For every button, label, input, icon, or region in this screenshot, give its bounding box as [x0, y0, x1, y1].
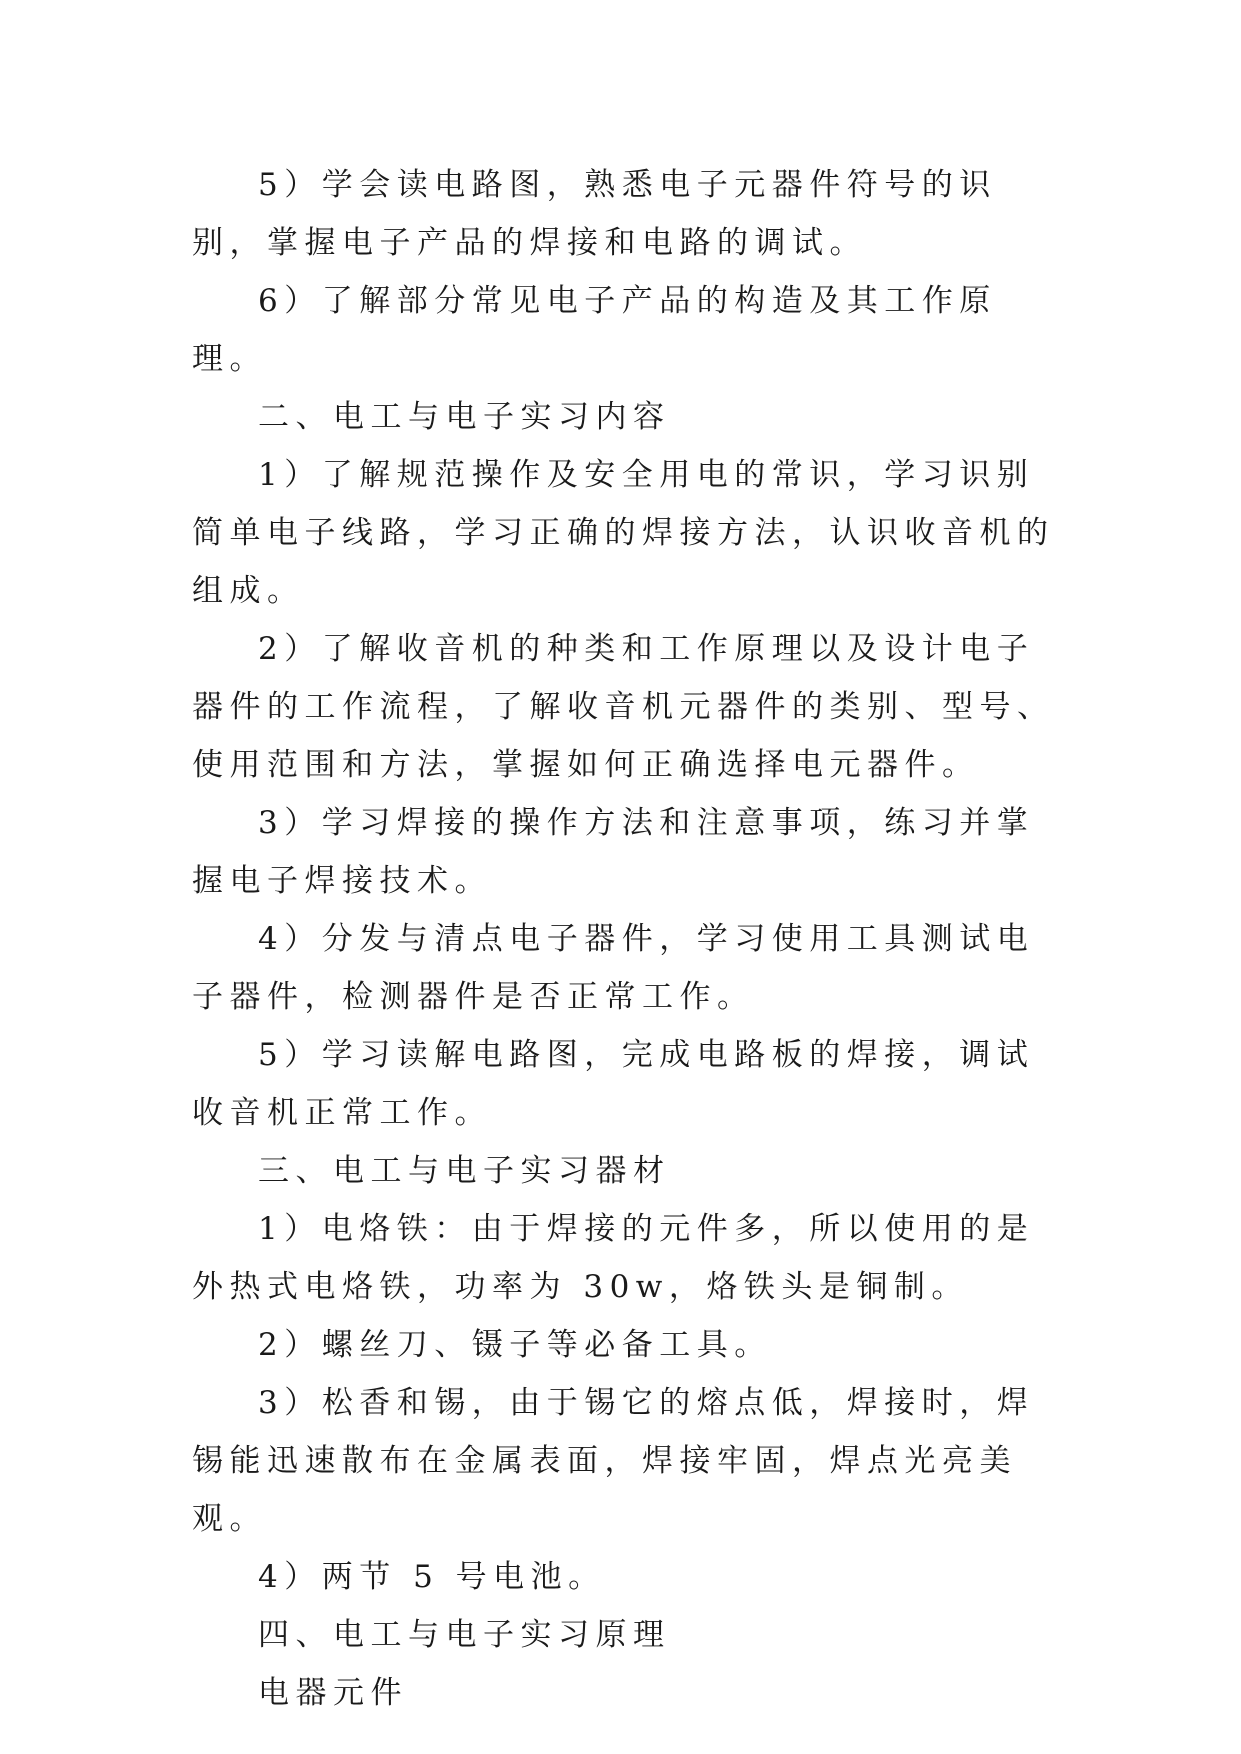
subheading-electrical-components: 电器元件	[258, 1675, 408, 1711]
paragraph-content-3: 3）学习焊接的操作方法和注意事项，练习并掌握电子焊接技术。	[192, 805, 1035, 899]
paragraph-equipment-3: 3）松香和锡，由于锡它的熔点低，焊接时，焊锡能迅速散布在金属表面，焊接牢固，焊点光亮美观。	[192, 1385, 1035, 1537]
paragraph-content-4: 4）分发与清点电子器件，学习使用工具测试电子器件，检测器件是否正常工作。	[192, 921, 1035, 1015]
paragraph-item-5-circuit-reading: 5）学会读电路图，熟悉电子元器件符号的识别，掌握电子产品的焊接和电路的调试。	[192, 167, 997, 261]
paragraph-item-6-product-structure: 6）了解部分常见电子产品的构造及其工作原理。	[192, 283, 997, 377]
paragraph-equipment-1: 1）电烙铁：由于焊接的元件多，所以使用的是外热式电烙铁，功率为 30w，烙铁头是铜制。	[192, 1211, 1035, 1305]
paragraph-content-2: 2）了解收音机的种类和工作原理以及设计电子器件的工作流程，了解收音机元器件的类别、型号、使用范围和方法，掌握如何正确选择电元器件。	[192, 631, 1055, 783]
section-heading-2-content: 二、电工与电子实习内容	[258, 399, 671, 435]
section-heading-4-principle: 四、电工与电子实习原理	[258, 1617, 671, 1653]
document-body	[192, 156, 1062, 1722]
paragraph-equipment-4: 4）两节 5 号电池。	[258, 1559, 606, 1595]
section-heading-3-equipment: 三、电工与电子实习器材	[258, 1153, 671, 1189]
paragraph-equipment-2: 2）螺丝刀、镊子等必备工具。	[258, 1327, 772, 1363]
paragraph-content-1: 1）了解规范操作及安全用电的常识，学习识别简单电子线路，学习正确的焊接方法，认识收音机的组成。	[192, 457, 1055, 609]
paragraph-content-5: 5）学习读解电路图，完成电路板的焊接，调试收音机正常工作。	[192, 1037, 1035, 1131]
